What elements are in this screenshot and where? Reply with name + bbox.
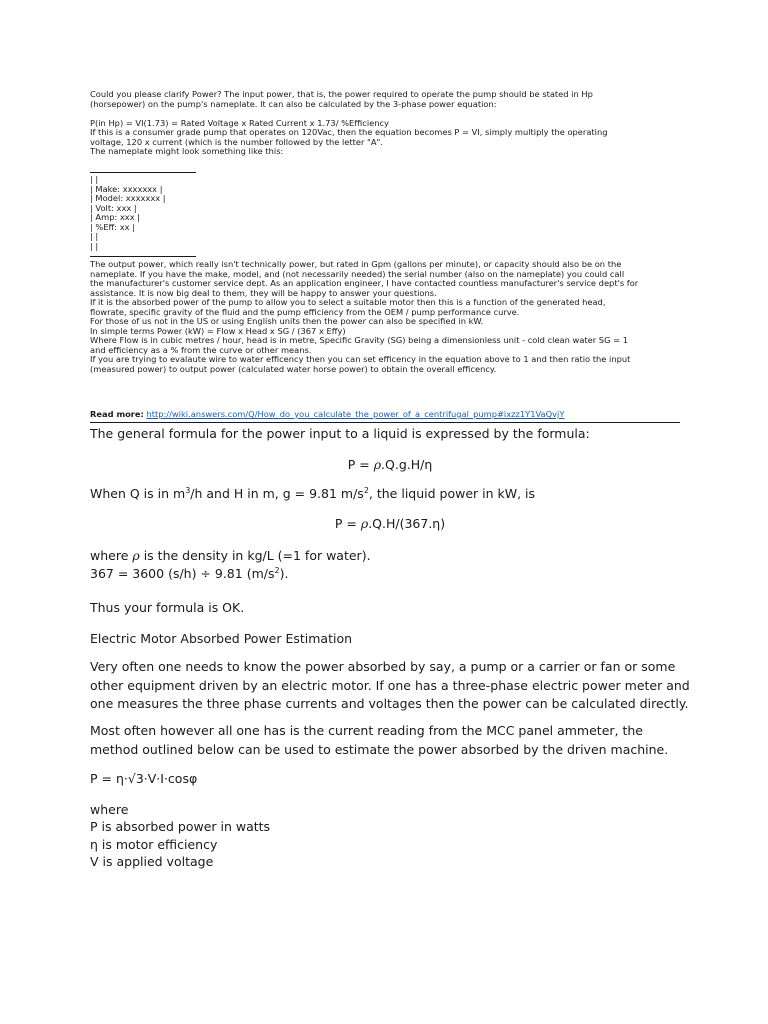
formula-intro: The general formula for the power input to a liquid is expressed by the formula: bbox=[90, 426, 590, 441]
where-label: where bbox=[90, 802, 129, 817]
definition-line: P is absorbed power in watts bbox=[90, 819, 271, 834]
units-note: When Q is in $m^3/h$ and H in m, g = 9.81 $m/s^2$, the liquid power in kW, is bbox=[90, 486, 536, 501]
definition-line: η is motor efficiency bbox=[90, 837, 218, 852]
text-line: For those of us not in the US or using English units then the power can also be specified in kW. bbox=[90, 316, 484, 326]
text-line: Could you please clarify Power? The input power, that is, the power required to operate the pump should be stated in Hp bbox=[90, 89, 593, 99]
nameplate-line: | | bbox=[90, 240, 99, 251]
nameplate-line: | Amp: xxx | bbox=[90, 212, 141, 222]
nameplate-line: | | bbox=[90, 231, 99, 241]
power-equation: P(in Hp) = VI(1.73) = Rated Voltage x Rated Current x 1.73/ %Efficiency bbox=[90, 117, 389, 128]
text-line: and efficiency as a % from the curve or other means. bbox=[90, 344, 312, 355]
paragraph: Most often however all one has is the current reading from the MCC panel ammeter, the method outlined below can be used to estimate the power absorbed by the driven machine. bbox=[90, 723, 669, 757]
conclusion: Thus your formula is OK. bbox=[90, 600, 245, 615]
nameplate-top-rule bbox=[90, 172, 196, 173]
text-line: If this is a consumer grade pump that operates on 120Vac, then the equation becomes P = VI, simply multiply the operating bbox=[90, 127, 608, 137]
paragraph: Very often one needs to know the power absorbed by say, a pump or a carrier or fan or some other equipment driven by an electric motor. If one has a three-phase electric power meter and one measures the three phase currents and voltages then the power can be calculated directly. bbox=[90, 659, 690, 711]
text-line: Where Flow is in cubic metres / hour, head is in metre, Specific Gravity (SG) being a dimensionless unit - cold clean water SG = 1 bbox=[90, 335, 629, 345]
nameplate-line: | Volt: xxx | bbox=[90, 202, 137, 213]
forum-intro bbox=[90, 90, 690, 157]
formula-motor-power: P = η·√3·V·I·cosφ bbox=[90, 771, 198, 786]
text-line: nameplate. If you have the make, model, and (not necessarily needed) the serial number (also on the nameplate) you could call bbox=[90, 268, 625, 279]
nameplate-line: | Model: xxxxxxx | bbox=[90, 193, 166, 203]
nameplate-intro: The nameplate might look something like this: bbox=[90, 146, 284, 156]
constant-note: 367 = 3600 (s/h) ÷ 9.81 $(m/s^2)$. bbox=[90, 566, 289, 581]
nameplate-bottom-rule bbox=[90, 256, 196, 257]
read-more-link[interactable]: http://wiki.answers.com/Q/How_do_you_calculate_the_power_of_a_centrifugal_pump#ixzz1Y1VaQvjY bbox=[146, 409, 565, 419]
read-more bbox=[90, 409, 564, 419]
formula-kw: P = ρ.Q.H/(367.η) bbox=[334, 516, 446, 531]
nameplate-box bbox=[90, 175, 690, 251]
section-heading: Electric Motor Absorbed Power Estimation bbox=[90, 631, 353, 646]
text-line: If it is the absorbed power of the pump to allow you to select a suitable motor then this is a function of the generated head, bbox=[90, 297, 606, 307]
nameplate-line: | | bbox=[90, 174, 99, 184]
nameplate-line: | %Eff: xx | bbox=[90, 221, 135, 232]
text-line: (measured power) to output power (calculated water horse power) to obtain the overall efficency. bbox=[90, 363, 497, 374]
formula-liquid-power: P = ρ.Q.g.H/η bbox=[347, 457, 433, 472]
section-divider bbox=[90, 422, 680, 423]
text-line: If you are trying to evalaute wire to water efficency then you can set efficency in the equation above to 1 and then ratio the input bbox=[90, 354, 631, 364]
text-line: (horsepower) on the pump's nameplate. It can also be calculated by the 3-phase power equation: bbox=[90, 98, 497, 109]
read-more-label: Read more: bbox=[90, 409, 144, 419]
forum-body bbox=[90, 260, 690, 374]
definition-line: V is applied voltage bbox=[90, 854, 214, 869]
text-line: assistance. It is now big deal to them, they will be happy to answer your questions. bbox=[90, 287, 437, 298]
text-line: flowrate, specific gravity of the fluid and the pump efficiency from the OEM / pump performance curve. bbox=[90, 306, 520, 317]
text-line: voltage, 120 x current (which is the number followed by the letter "A". bbox=[90, 136, 384, 147]
density-note: where ρ is the density in kg/L (=1 for water). bbox=[90, 548, 371, 563]
text-line: the manufacturer's customer service dept. As an application engineer, I have contacted countless manufacturer's service dept's for bbox=[90, 278, 639, 288]
text-line: The output power, which really isn't technically power, but rated in Gpm (gallons per minute), or capacity should also be on the bbox=[90, 259, 622, 269]
nameplate-line: | Make: xxxxxxx | bbox=[90, 183, 163, 194]
text-line: In simple terms Power (kW) = Flow x Head x SG / (367 x Effy) bbox=[90, 325, 346, 336]
